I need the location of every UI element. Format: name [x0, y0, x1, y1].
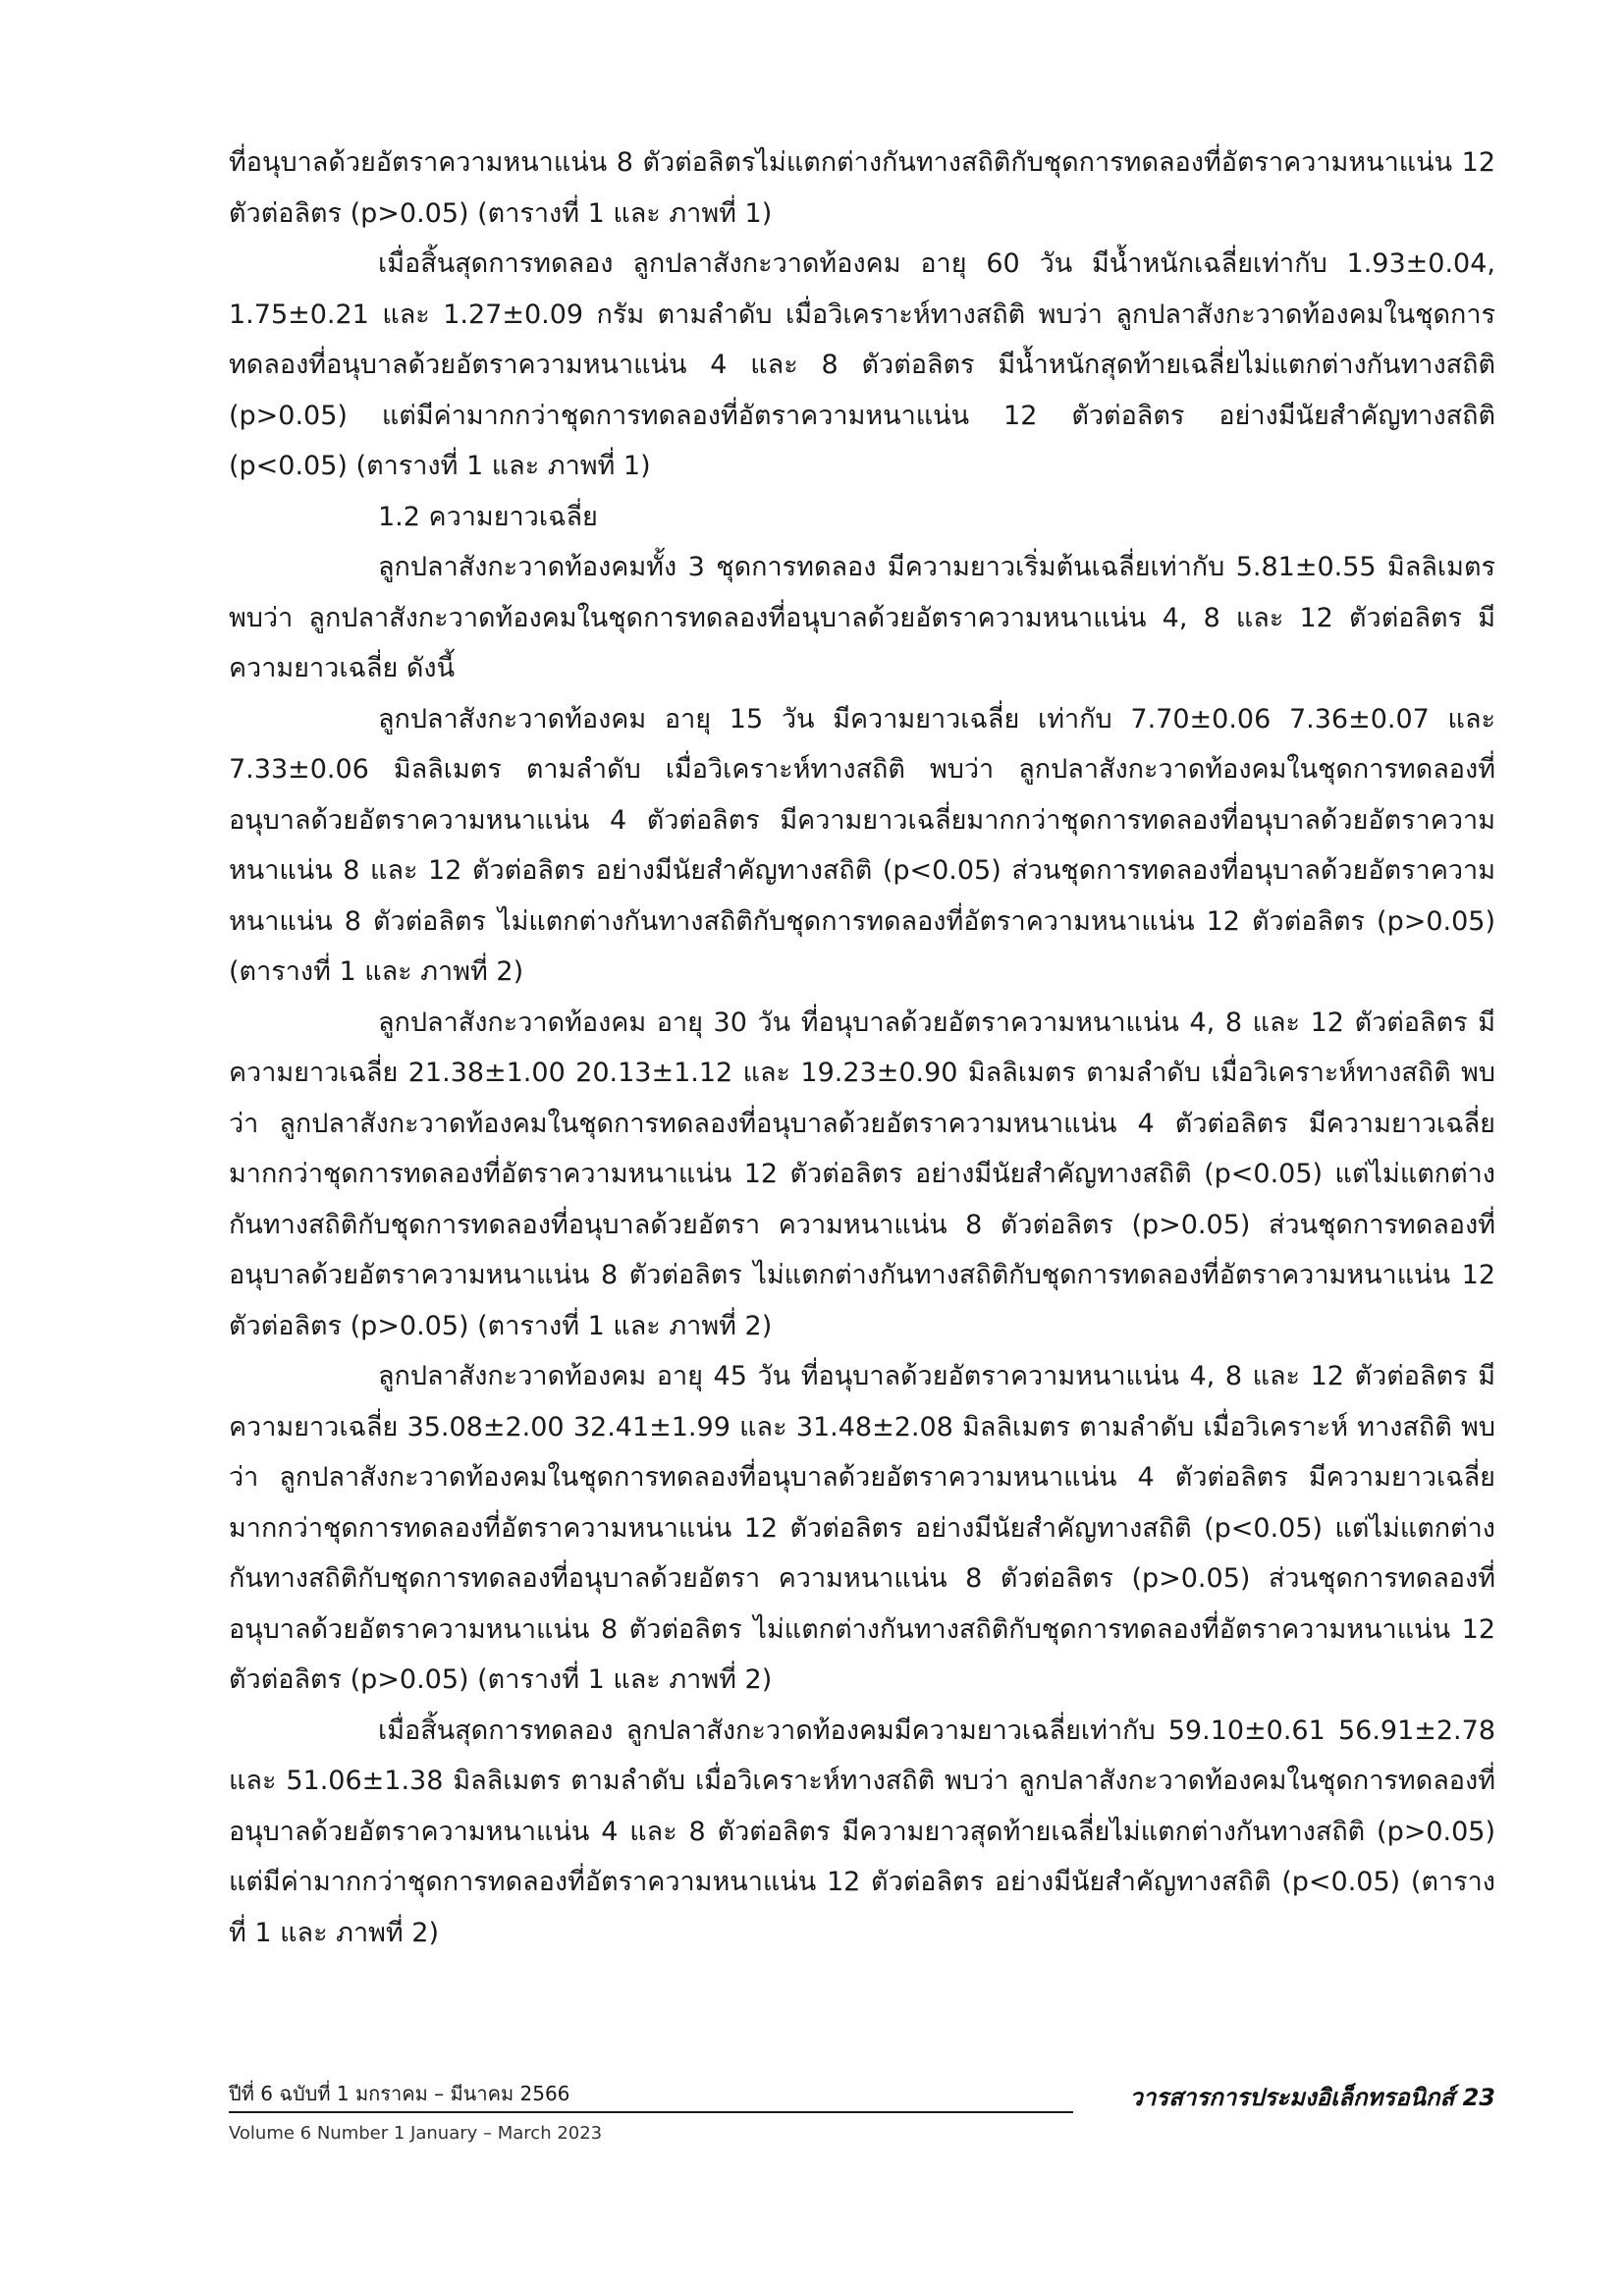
paragraph-1: ที่อนุบาลด้วยอัตราความหนาแน่น 8 ตัวต่อลิตรไม่แตกต่างกันทางสถิติกับชุดการทดลองที่อัตราความหนาแน่น 12 ตัวต่อลิตร (p>0.05) (ตารางที่ 1 และ ภาพที่ 1): [229, 147, 1495, 229]
page-number: 23: [1462, 2084, 1495, 2111]
journal-name-text: วารสารการประมงอิเล็กทรอนิกส์: [1129, 2084, 1455, 2111]
footer-issue-thai: ปีที่ 6 ฉบับที่ 1 มกราคม – มีนาคม 2566: [229, 2082, 570, 2105]
paragraph-7: เมื่อสิ้นสุดการทดลอง ลูกปลาสังกะวาดท้องคมมีความยาวเฉลี่ยเท่ากับ 59.10±0.61 56.91±2.78 และ 51.06±1.38 มิลลิเมตร ตามลำดับ เมื่อวิเคราะห์ทางสถิติ พบว่า ลูกปลาสังกะวาดท้องคมในชุดการทดลองที่อนุบาลด้วยอัตราความหนาแน่น 4 และ 8 ตัวต่อลิตร มีความยาวสุดท้ายเฉลี่ยไม่แตกต่างกันทางสถิติ (p>0.05) แต่มีค่ามากกว่าชุดการทดลองที่อัตราความหนาแน่น 12 ตัวต่อลิตร อย่างมีนัยสำคัญทางสถิติ (p<0.05) (ตารางที่ 1 และ ภาพที่ 2): [229, 1714, 1495, 1948]
article-body: [229, 137, 1495, 1958]
journal-title: [1129, 2080, 1495, 2115]
footer-divider: [229, 2111, 1073, 2113]
paragraph-5: ลูกปลาสังกะวาดท้องคม อายุ 30 วัน ที่อนุบาลด้วยอัตราความหนาแน่น 4, 8 และ 12 ตัวต่อลิตร มีความยาวเฉลี่ย 21.38±1.00 20.13±1.12 และ 19.23±0.90 มิลลิเมตร ตามลำดับ เมื่อวิเคราะห์ทางสถิติ พบว่า ลูกปลาสังกะวาดท้องคมในชุดการทดลองที่อนุบาลด้วยอัตราความหนาแน่น 4 ตัวต่อลิตร มีความยาวเฉลี่ยมากกว่าชุดการทดลองที่อัตราความหนาแน่น 12 ตัวต่อลิตร อย่างมีนัยสำคัญทางสถิติ (p<0.05) แต่ไม่แตกต่างกันทางสถิติกับชุดการทดลองที่อนุบาลด้วยอัตรา ความหนาแน่น 8 ตัวต่อลิตร (p>0.05) ส่วนชุดการทดลองที่อนุบาลด้วยอัตราความหนาแน่น 8 ตัวต่อลิตร ไม่แตกต่างกันทางสถิติกับชุดการทดลองที่อัตราความหนาแน่น 12 ตัวต่อลิตร (p>0.05) (ตารางที่ 1 และ ภาพที่ 2): [229, 1007, 1495, 1341]
page-footer: [229, 2080, 1495, 2158]
paragraph-2: เมื่อสิ้นสุดการทดลอง ลูกปลาสังกะวาดท้องคม อายุ 60 วัน มีน้ำหนักเฉลี่ยเท่ากับ 1.93±0.04, 1.75±0.21 และ 1.27±0.09 กรัม ตามลำดับ เมื่อวิเคราะห์ทางสถิติ พบว่า ลูกปลาสังกะวาดท้องคมในชุดการทดลองที่อนุบาลด้วยอัตราความหนาแน่น 4 และ 8 ตัวต่อลิตร มีน้ำหนักสุดท้ายเฉลี่ยไม่แตกต่างกันทางสถิติ (p>0.05) แต่มีค่ามากกว่าชุดการทดลองที่อัตราความหนาแน่น 12 ตัวต่อลิตร อย่างมีนัยสำคัญทางสถิติ (p<0.05) (ตารางที่ 1 และ ภาพที่ 1): [229, 248, 1495, 481]
footer-issue-english: Volume 6 Number 1 January – March 2023: [229, 2123, 603, 2144]
paragraph-4: ลูกปลาสังกะวาดท้องคม อายุ 15 วัน มีความยาวเฉลี่ย เท่ากับ 7.70±0.06 7.36±0.07 และ 7.33±0.06 มิลลิเมตร ตามลำดับ เมื่อวิเคราะห์ทางสถิติ พบว่า ลูกปลาสังกะวาดท้องคมในชุดการทดลองที่อนุบาลด้วยอัตราความหนาแน่น 4 ตัวต่อลิตร มีความยาวเฉลี่ยมากกว่าชุดการทดลองที่อนุบาลด้วยอัตราความหนาแน่น 8 และ 12 ตัวต่อลิตร อย่างมีนัยสำคัญทางสถิติ (p<0.05) ส่วนชุดการทดลองที่อนุบาลด้วยอัตราความหนาแน่น 8 ตัวต่อลิตร ไม่แตกต่างกันทางสถิติกับชุดการทดลองที่อัตราความหนาแน่น 12 ตัวต่อลิตร (p>0.05) (ตารางที่ 1 และ ภาพที่ 2): [229, 703, 1495, 987]
paragraph-6: ลูกปลาสังกะวาดท้องคม อายุ 45 วัน ที่อนุบาลด้วยอัตราความหนาแน่น 4, 8 และ 12 ตัวต่อลิตร มีความยาวเฉลี่ย 35.08±2.00 32.41±1.99 และ 31.48±2.08 มิลลิเมตร ตามลำดับ เมื่อวิเคราะห์ ทางสถิติ พบว่า ลูกปลาสังกะวาดท้องคมในชุดการทดลองที่อนุบาลด้วยอัตราความหนาแน่น 4 ตัวต่อลิตร มีความยาวเฉลี่ยมากกว่าชุดการทดลองที่อัตราความหนาแน่น 12 ตัวต่อลิตร อย่างมีนัยสำคัญทางสถิติ (p<0.05) แต่ไม่แตกต่างกันทางสถิติกับชุดการทดลองที่อนุบาลด้วยอัตรา ความหนาแน่น 8 ตัวต่อลิตร (p>0.05) ส่วนชุดการทดลองที่อนุบาลด้วยอัตราความหนาแน่น 8 ตัวต่อลิตร ไม่แตกต่างกันทางสถิติกับชุดการทดลองที่อัตราความหนาแน่น 12 ตัวต่อลิตร (p>0.05) (ตารางที่ 1 และ ภาพที่ 2): [229, 1361, 1495, 1695]
paragraph-3: ลูกปลาสังกะวาดท้องคมทั้ง 3 ชุดการทดลอง มีความยาวเริ่มต้นเฉลี่ยเท่ากับ 5.81±0.55 มิลลิเมตร พบว่า ลูกปลาสังกะวาดท้องคมในชุดการทดลองที่อนุบาลด้วยอัตราความหนาแน่น 4, 8 และ 12 ตัวต่อลิตร มีความยาวเฉลี่ย ดังนี้: [229, 552, 1495, 683]
subsection-heading: 1.2 ความยาวเฉลี่ย: [378, 501, 598, 532]
